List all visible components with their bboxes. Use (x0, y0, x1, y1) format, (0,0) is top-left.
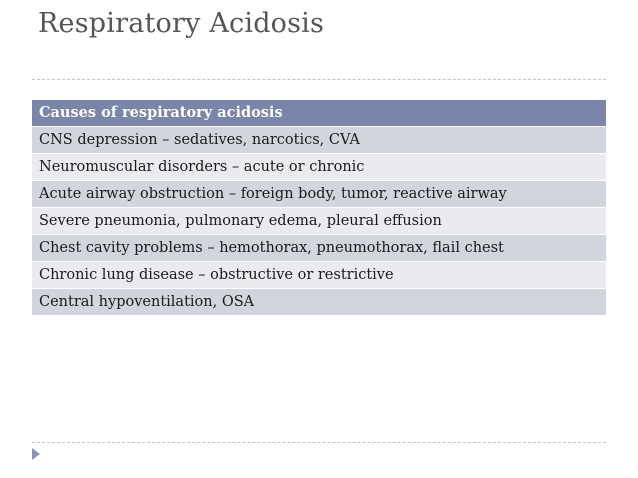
table-header-row (32, 100, 606, 127)
top-divider (32, 79, 606, 80)
table-row (32, 127, 606, 154)
table-row (32, 181, 606, 208)
bottom-divider (32, 442, 606, 443)
table-row (32, 154, 606, 181)
table-cell: Neuromuscular disorders – acute or chronic (32, 154, 606, 181)
table-header-cell: Causes of respiratory acidosis (32, 100, 606, 127)
table-row (32, 289, 606, 316)
table-cell: Acute airway obstruction – foreign body, tumor, reactive airway (32, 181, 606, 208)
triangle-right-icon (32, 448, 40, 460)
table-row (32, 262, 606, 289)
table-cell: Central hypoventilation, OSA (32, 289, 606, 316)
slide-title: Respiratory Acidosis (38, 8, 325, 39)
table-cell: Chronic lung disease – obstructive or restrictive (32, 262, 606, 289)
table-cell: Chest cavity problems – hemothorax, pneumothorax, flail chest (32, 235, 606, 262)
table-cell: CNS depression – sedatives, narcotics, CVA (32, 127, 606, 154)
causes-table (32, 100, 606, 316)
table-cell: Severe pneumonia, pulmonary edema, pleural effusion (32, 208, 606, 235)
table-row (32, 208, 606, 235)
table-row (32, 235, 606, 262)
